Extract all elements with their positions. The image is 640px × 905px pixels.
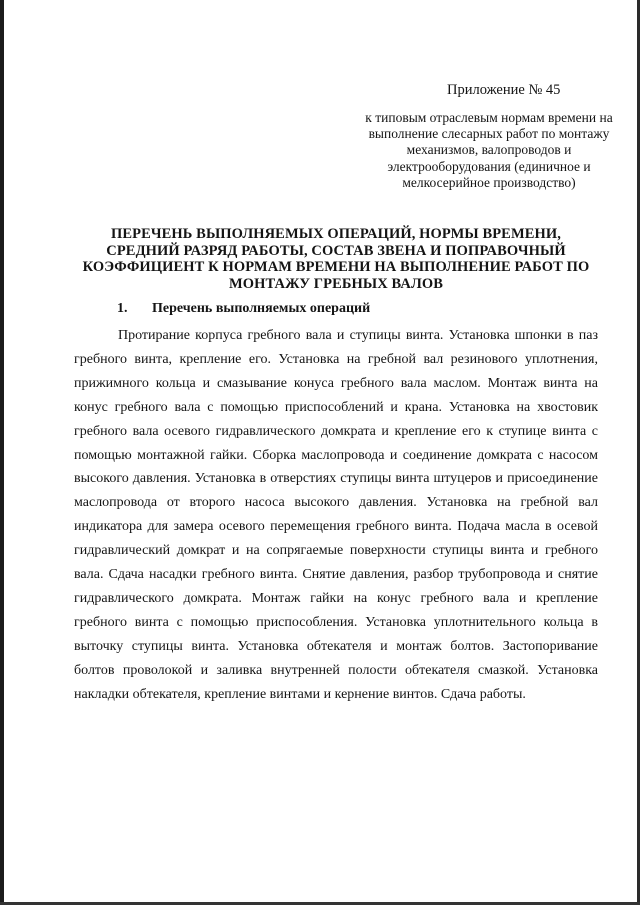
appendix-title: Приложение № 45 [447,82,561,98]
appendix-subtitle: к типовым отраслевым нормам времени на выполнение слесарных работ по монтажу механизмов, валопроводов и электрооборудования (единичное и мелкосерийное производство) [365,110,613,190]
section-title: Перечень выполняемых операций [152,301,371,316]
document-heading: ПЕРЕЧЕНЬ ВЫПОЛНЯЕМЫХ ОПЕРАЦИЙ, НОРМЫ ВРЕМЕНИ, СРЕДНИЙ РАЗРЯД РАБОТЫ, СОСТАВ ЗВЕНА И ПОПРАВОЧНЫЙ КОЭФФИЦИЕНТ К НОРМАМ ВРЕМЕНИ НА ВЫПОЛНЕНИЕ РАБОТ ПО МОНТАЖУ ГРЕБНЫХ ВАЛОВ [82,226,590,292]
section-number: 1. [117,301,128,316]
scan-edge-left [0,0,4,905]
operations-paragraph: Протирание корпуса гребного вала и ступицы винта. Установка шпонки в паз гребного винта, крепление его. Установка на гребной вал резинового уплотнения, прижимного кольца и смазывание конуса гребного вала маслом. Монтаж винта на конус гребного вала с помощью приспособлений и крана. Установка на хвостовик гребного вала осевого гидравлического домкрата и крепление его к ступице винта с помощью монтажной гайки. Сборка маслопровода и соединение домкрата с насосом высокого давления. Установка в отверстиях ступицы винта штуцеров и присоединение маслопровода от второго насоса высокого давления. Установка на гребной вал индикатора для замера осевого перемещения гребного винта. Подача масла в осевой гидравлический домкрат и на сопрягаемые поверхности ступицы винта и гребного вала. Сдача насадки гребного винта. Снятие давления, разбор трубопровода и снятие гидравлического домкрата. Монтаж гайки на конус гребного вала и крепление гребного винта с помощью приспособления. Установка уплотнительного кольца в выточку ступицы винта. Установка обтекателя и монтаж болтов. Застопоривание болтов проволокой и заливка внутренней полости обтекателя смазкой. Установка накладки обтекателя, крепление винтами и кернение винтов. Сдача работы. [74,328,598,702]
